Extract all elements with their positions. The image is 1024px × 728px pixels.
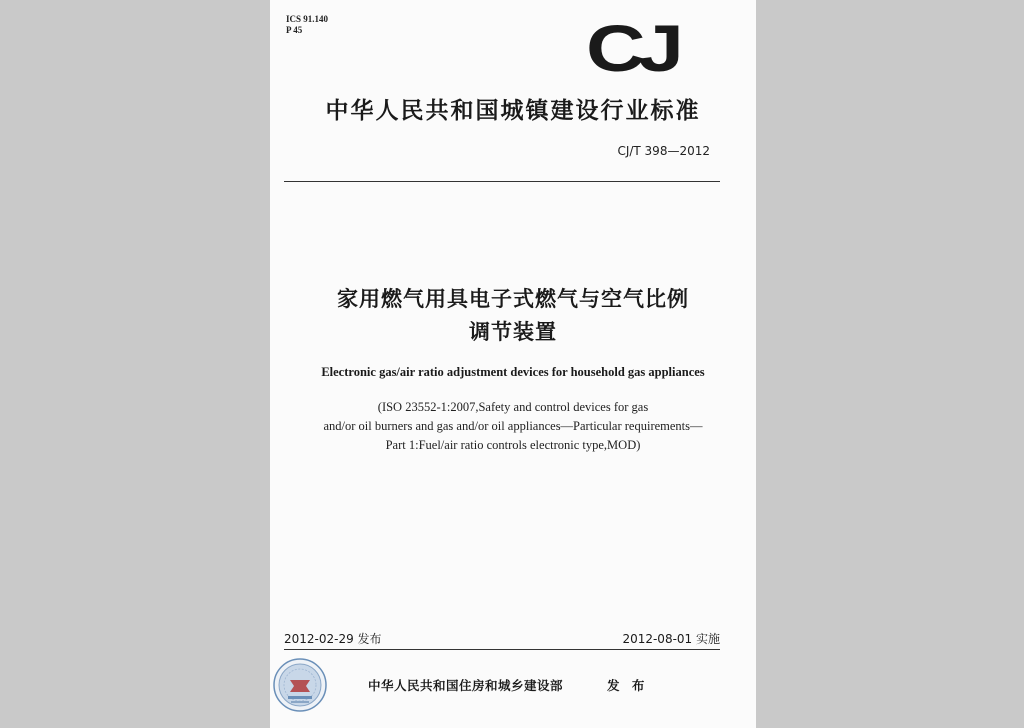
- bottom-divider: [284, 649, 720, 650]
- iso-reference: [270, 398, 756, 455]
- publish-word: 发 布: [607, 678, 649, 693]
- document-page: [270, 0, 756, 728]
- chinese-title-line2: 调节装置: [469, 320, 557, 344]
- ics-block: [286, 14, 328, 36]
- iso-reference-line1: (ISO 23552-1:2007,Safety and control devices for gas: [377, 400, 649, 414]
- english-title: Electronic gas/air ratio adjustment devices for household gas appliances: [321, 365, 705, 379]
- effective-date: 2012-08-01 实施: [622, 632, 720, 646]
- standard-title: 中华人民共和国城镇建设行业标准: [325, 98, 701, 124]
- ics-code: ICS 91.140: [286, 14, 329, 24]
- iso-reference-line3: Part 1:Fuel/air ratio controls electronic type,MOD): [385, 438, 641, 452]
- publisher: 中华人民共和国住房和城乡建设部: [368, 678, 564, 693]
- classification-code: P 45: [286, 25, 303, 35]
- iso-reference-line2: and/or oil burners and gas and/or oil appliances—Particular requirements—: [323, 419, 703, 433]
- standard-number: CJ/T 398—2012: [617, 144, 710, 158]
- anti-counterfeit-seal-icon: [273, 658, 327, 712]
- top-divider: [284, 181, 720, 182]
- issue-date: 2012-02-29 发布: [284, 632, 382, 646]
- cj-logo: CJ: [586, 11, 677, 85]
- chinese-title-line1: 家用燃气用具电子式燃气与空气比例: [337, 287, 689, 311]
